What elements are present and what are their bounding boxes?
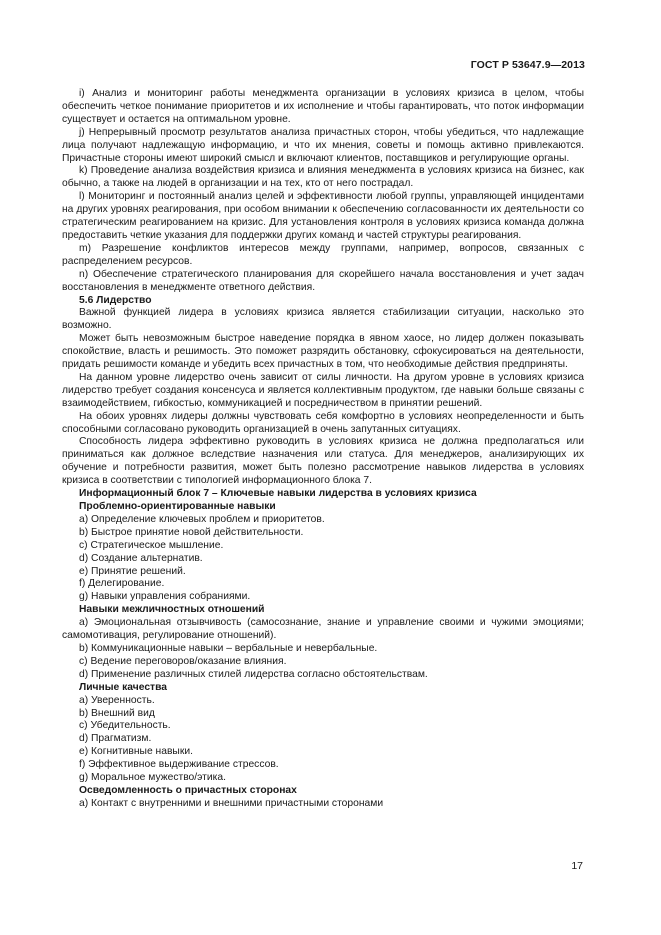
list-item: g) Навыки управления собраниями. (79, 591, 251, 603)
list-item: c) Стратегическое мышление. (79, 539, 224, 551)
paragraph: l) Мониторинг и постоянный анализ целей и эффективности любой группы, управляющей инцидентами на других уровнях реагирования, при особом внимании к обеспечению согласованности их деятельности со стратегическим реагированием на кризис. Для установления контроля в условиях кризиса команда должна предоставить четкие указания для поддержки других команд и частей структуры реагирования. (62, 191, 584, 241)
list-item: f) Эффективное выдерживание стрессов. (79, 759, 279, 771)
list-item: e) Когнитивные навыки. (79, 746, 193, 758)
paragraph: На данном уровне лидерство очень зависит от силы личности. На другом уровне в условиях кризиса лидерство требует создания консенсуса и является коллективным продуктом, где навыки больше связаны с взаимодействием, гибкостью, коммуникацией и посредничеством в принятии решений. (62, 371, 584, 409)
list-item: b) Быстрое принятие новой действительности. (79, 526, 304, 538)
list-item: d) Применение различных стилей лидерства согласно обстоятельствам. (79, 668, 428, 680)
list-item: a) Определение ключевых проблем и приоритетов. (79, 513, 325, 525)
page-number: 17 (571, 860, 583, 872)
paragraph: n) Обеспечение стратегического планирования для скорейшего начала восстановления и учет задач восстановления в менеджменте ответного действия. (62, 268, 584, 293)
section-heading: 5.6 Лидерство (79, 294, 152, 306)
paragraph: i) Анализ и мониторинг работы менеджмента организации в условиях кризиса в целом, чтобы обеспечить четкое понимание приоритетов и их исполнение и чтобы гарантировать, что поток информации существует и остается на оптимальном уровне. (62, 88, 584, 125)
subheading: Осведомленность о причастных сторонах (79, 784, 297, 796)
list-item: b) Внешний вид (79, 707, 155, 719)
subheading: Проблемно-ориентированные навыки (79, 501, 276, 512)
page-body (62, 88, 584, 811)
list-item: a) Контакт с внутренними и внешними причастными сторонами (79, 797, 384, 809)
list-item: a) Эмоциональная отзывчивость (самосознание, знание и управление своими и чужими эмоциями; самомотивация, регулирование отношений). (62, 617, 584, 642)
list-item: e) Принятие решений. (79, 565, 186, 577)
paragraph: k) Проведение анализа воздействия кризиса и влияния менеджмента в условиях кризиса на бизнес, как обычно, а также на людей в организации и на тех, кто от него пострадал. (62, 165, 584, 190)
paragraph: m) Разрешение конфликтов интересов между группами, например, вопросов, связанных с распределением ресурсов. (62, 242, 584, 267)
list-item: a) Уверенность. (79, 694, 155, 706)
paragraph: Способность лидера эффективно руководить в условиях кризиса не должна предполагаться или приниматься как должное вследствие назначения или статуса. Для менеджеров, анализирующих их обучение и потребности развития, может быть полезно рассмотрение навыков лидерства в условиях кризиса в соответствии с типологией информационного блока 7. (62, 436, 584, 487)
paragraph: Важной функцией лидера в условиях кризиса является стабилизации ситуации, насколько это возможно. (62, 307, 584, 332)
paragraph: Может быть невозможным быстрое наведение порядка в явном хаосе, но лидер должен показывать спокойствие, власть и решимость. Это поможет разрядить обстановку, сфокусироваться на деятельности, придать решимости команде и убедить всех причастных в том, что необходимые действия предприняты. (62, 333, 584, 371)
list-item: g) Моральное мужество/этика. (79, 772, 226, 784)
paragraph: На обоих уровнях лидеры должны чувствовать себя комфортно в условиях неопределенности и быть способными согласовано руководить организацией в очень запутанных ситуациях. (62, 410, 584, 435)
subheading: Навыки межличностных отношений (79, 604, 265, 616)
list-item: c) Убедительность. (79, 720, 171, 732)
list-item: d) Прагматизм. (79, 733, 152, 745)
document-code: ГОСТ Р 53647.9—2013 (470, 59, 585, 71)
info-block-title: Информационный блок 7 – Ключевые навыки лидерства в условиях кризиса (79, 488, 477, 500)
paragraph: j) Непрерывный просмотр результатов анализа причастных сторон, чтобы убедиться, что надлежащие лица получают надлежащую информацию, и что их мнения, советы и помощь активно привлекаются. Причастные стороны имеют широкий смысл и включают клиентов, поставщиков и регулирующие органы. (62, 126, 584, 164)
list-item: d) Создание альтернатив. (79, 552, 203, 564)
list-item: c) Ведение переговоров/оказание влияния. (79, 655, 287, 667)
list-item: f) Делегирование. (79, 578, 165, 590)
subheading: Личные качества (79, 681, 168, 693)
list-item: b) Коммуникационные навыки – вербальные и невербальные. (79, 642, 378, 654)
